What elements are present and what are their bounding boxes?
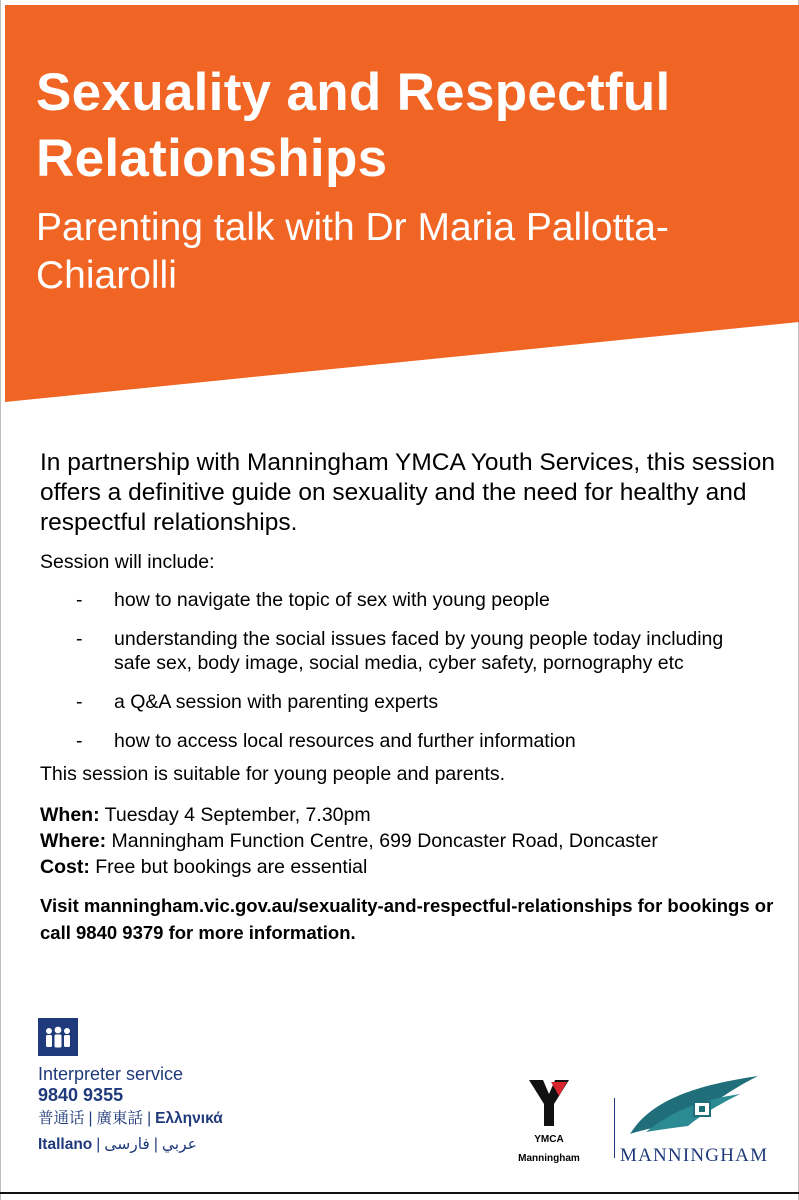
ymca-label: YMCA	[534, 1134, 564, 1145]
bullet-dash: -	[76, 628, 83, 650]
list-item	[40, 627, 754, 675]
list-item	[40, 690, 754, 714]
where-label: Where:	[40, 830, 107, 852]
list-item	[40, 588, 754, 612]
event-details	[40, 802, 795, 880]
separator: |	[147, 1110, 152, 1127]
intro-paragraph: In partnership with Manningham YMCA Youth Services, this session offers a definitive guide on sexuality and the need for healthy and respectful relationships.	[40, 449, 775, 536]
interpreter-people-icon	[38, 1018, 78, 1056]
cost-label: Cost:	[40, 856, 90, 878]
where-value: Manningham Function Centre, 699 Doncaster Road, Doncaster	[111, 830, 658, 852]
interpreter-block	[38, 1018, 298, 1158]
when-label: When:	[40, 804, 100, 826]
list-item-text: a Q&A session with parenting experts	[114, 691, 439, 713]
main-content	[40, 448, 795, 946]
language-row-2	[38, 1132, 298, 1158]
page-subtitle: Parenting talk with Dr Maria Pallotta-Chiarolli	[36, 206, 669, 297]
manningham-wing-icon	[620, 1072, 760, 1138]
list-item-text: understanding the social issues faced by young people today including safe sex, body image, social media, cyber safety, pornography etc	[114, 628, 724, 674]
page-title: Sexuality and Respectful Relationships	[36, 63, 671, 188]
bullet-dash: -	[76, 730, 83, 752]
list-item-text: how to navigate the topic of sex with young people	[114, 589, 550, 611]
interpreter-phone: 9840 9355	[38, 1085, 124, 1105]
when-line	[40, 802, 795, 828]
bullet-dash: -	[76, 589, 83, 611]
bullet-dash: -	[76, 691, 83, 713]
session-include-label: Session will include:	[40, 551, 215, 573]
separator: |	[153, 1136, 158, 1153]
language-farsi: فارسی	[104, 1136, 150, 1153]
list-item	[40, 729, 754, 753]
language-mandarin: 普通话	[38, 1110, 85, 1127]
bottom-rule	[0, 1192, 799, 1194]
separator: |	[96, 1136, 101, 1153]
manningham-wordmark: MANNINGHAM	[620, 1145, 769, 1166]
cost-line	[40, 854, 795, 880]
language-italian: Itallano	[38, 1136, 93, 1153]
language-row-1	[38, 1106, 298, 1132]
audience-note: This session is suitable for young people and parents.	[40, 763, 506, 785]
language-arabic: عربي	[161, 1136, 197, 1153]
when-value: Tuesday 4 September, 7.30pm	[104, 804, 371, 826]
ymca-y-icon	[527, 1078, 571, 1128]
session-list	[40, 588, 795, 753]
where-line	[40, 828, 795, 854]
language-greek: Ελληνικά	[155, 1110, 223, 1127]
booking-info: Visit manningham.vic.gov.au/sexuality-and-respectful-relationships for bookings or call 9840 9379 for more information.	[40, 895, 774, 943]
separator: |	[88, 1110, 93, 1127]
ymca-location: Manningham	[518, 1153, 580, 1164]
list-item-text: how to access local resources and further information	[114, 730, 576, 752]
manningham-logo	[620, 1072, 786, 1167]
interpreter-label: Interpreter service	[38, 1064, 184, 1084]
cost-value: Free but bookings are essential	[95, 856, 368, 878]
header-banner	[0, 0, 799, 410]
logo-divider	[614, 1098, 615, 1158]
language-cantonese: 廣東話	[96, 1110, 144, 1127]
ymca-logo	[506, 1078, 592, 1165]
